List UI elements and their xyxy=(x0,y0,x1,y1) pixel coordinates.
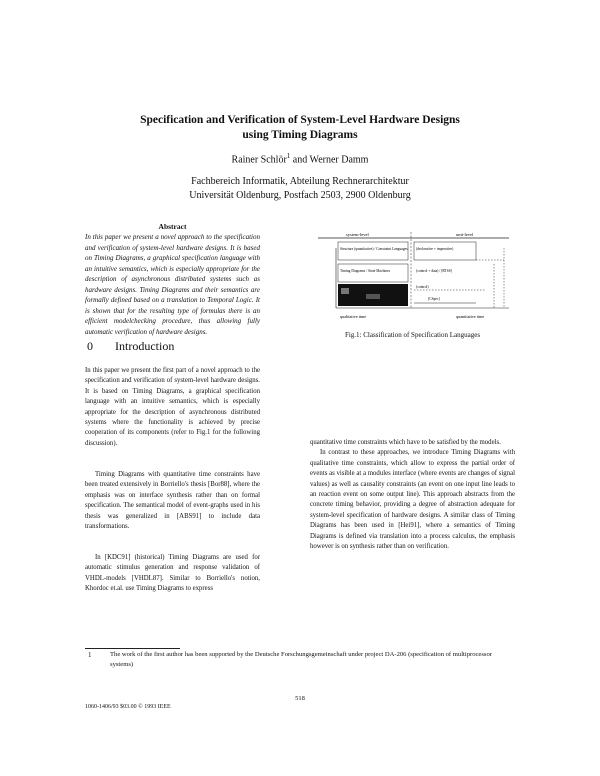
figure-header-right: unit-level xyxy=(456,232,474,237)
figure-row1-right: (declarative + imperative) xyxy=(416,247,454,251)
section-number: 0 xyxy=(87,339,93,353)
author-2: and Werner Damm xyxy=(290,154,369,166)
title-line-1: Specification and Verification of System-Level Hardware Designs xyxy=(140,114,460,126)
figure-header-left: system-level xyxy=(346,232,369,237)
author-1: Rainer Schlör xyxy=(231,154,287,166)
affiliation xyxy=(100,175,500,203)
author-line xyxy=(100,152,500,165)
figure-axis-left: qualitative time xyxy=(340,314,367,319)
page-number: 518 xyxy=(295,695,305,702)
footnote-rule xyxy=(85,648,180,649)
figure-row3-right-b: [CSpec] xyxy=(428,297,440,301)
footnote-mark: 1 xyxy=(88,651,92,659)
footnote-text: The work of the first author has been supported by the Deutsche Forschungsgemeinschaft under project DA-206 (specification of multiprocessor systems) xyxy=(110,651,492,668)
abstract-text: In this paper we present a novel approach to the specification and verification of system-level hardware designs. It is based on Timing Diagrams, a graphical specification language with an intuitive semantics, which is especially appropriate for the description of asynchronous distributed systems such as hardware designs. Timing Diagrams and their semantics are formally defined based on a translation to Temporal Logic. It is shown that for the resulting type of formulas there is an efficient modelchecking procedure, thus allowing fully automatic verification of hardware designs. xyxy=(85,233,260,336)
left-column-p2 xyxy=(85,470,260,532)
copyright-line: 1060-1406/93 $03.00 © 1993 IEEE xyxy=(85,704,171,710)
intro-paragraph-5: In contrast to these approaches, we introduce Timing Diagrams with qualitative time constraints, which allow to express the partial order of events as visible at a modules interface (where events are changes of signal values) as well as causality constraints (an event on one input line leads to an reaction event on some output line). This approach abstracts from the concrete timing behavior, providing a degree of abstraction adequate for system-level specification of hardware designs. A similar class of Timing Diagrams has been used in [Hei91], where a semantics of Timing Diagrams is defined via translation into a process calculus, the emphasis however is on synthesis rather than on verification. xyxy=(310,449,515,551)
classification-figure xyxy=(316,228,511,323)
section-title: Introduction xyxy=(115,339,175,353)
affiliation-line-2: Universität Oldenburg, Postfach 2503, 2900 Oldenburg xyxy=(189,190,411,201)
figure-row1-left: Structure (quantitative) / Constraint Languages xyxy=(340,247,408,251)
intro-paragraph-1: In this paper we present the first part of a novel approach to the specification and verification of system-level hardware designs. It is based on Timing Diagrams, a graphical specification language with an intuitive semantics, which is especially appropriate for the description of asynchronous distributed systems where the functionality is achieved by precise cooperation of its components (refer to Fig.1 for the following discussion). xyxy=(85,367,260,447)
abstract-heading: Abstract xyxy=(158,222,187,231)
figure-caption: Fig.1: Classification of Specification Languages xyxy=(344,331,481,339)
intro-paragraph-3: In [KDC91] (historical) Timing Diagrams are used for automatic stimulus generation and response validation of VHDL-models [VHDL87]. Similar to Borriello's notion, Khordoc et.al. use Timing Diagrams to express xyxy=(85,554,260,593)
affiliation-line-1: Fachbereich Informatik, Abteilung Rechnerarchitektur xyxy=(191,176,409,187)
figure-axis-right: quantitative time xyxy=(456,314,485,319)
intro-paragraph-4: quantitative time constraints which have to be satisfied by the models. xyxy=(310,439,501,446)
author-footnote-mark: 1 xyxy=(286,152,291,160)
figure-row2-left: Timing Diagrams / State Machines xyxy=(340,269,391,273)
figure-row2-right: (control + data) / [RTSS] xyxy=(416,269,452,273)
right-column xyxy=(310,438,515,552)
left-column xyxy=(85,366,260,449)
figure-row3-right-a: (control) xyxy=(416,285,429,289)
section-heading xyxy=(87,339,174,354)
paper-title xyxy=(100,113,500,143)
title-line-2: using Timing Diagrams xyxy=(242,129,358,141)
intro-paragraph-2: Timing Diagrams with quantitative time constraints have been treated extensively in Borriello's thesis [Bor88], where the emphasis was on interface synthesis rather than on formal specification. The semantical model of event-graphs used in his thesis was generalized in [ABS91] to include data transformations. xyxy=(85,471,260,531)
left-column-p3 xyxy=(85,553,260,595)
